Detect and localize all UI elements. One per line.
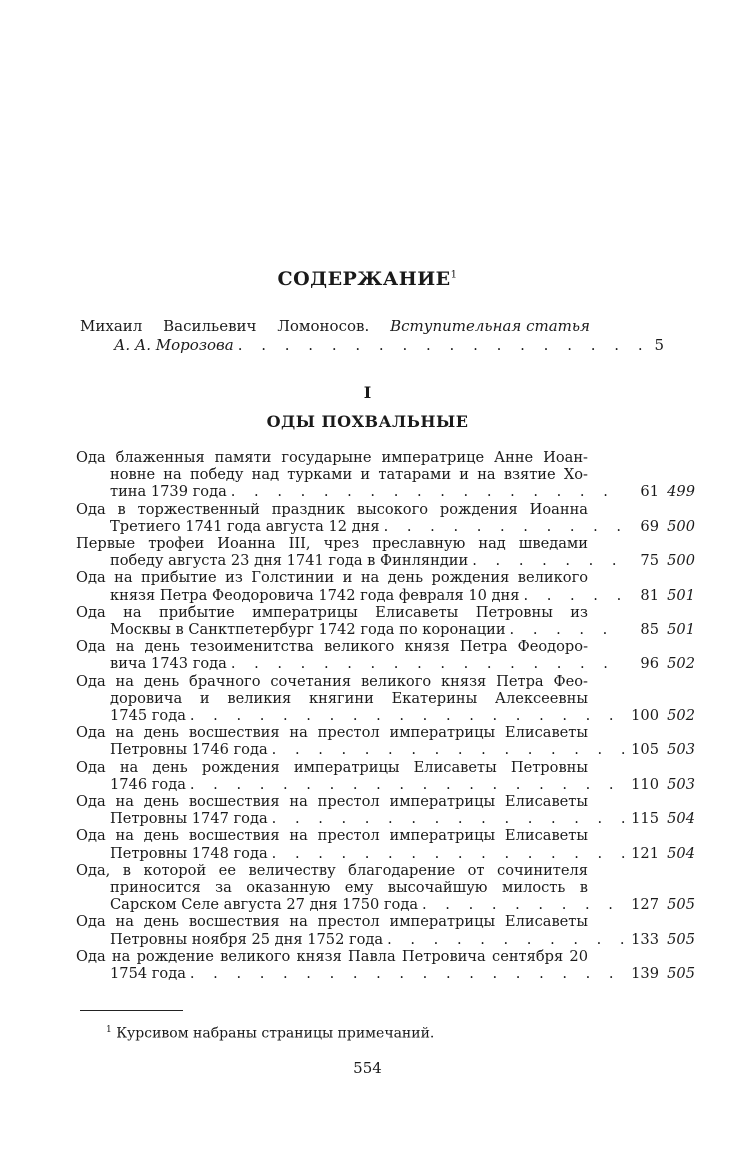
toc-entry-line: Ода на день рождения императрицы Елисаветы Петровны bbox=[76, 758, 588, 776]
toc-page: 85 bbox=[640, 621, 659, 639]
intro-page: 5 bbox=[654, 336, 664, 354]
leader-dots bbox=[186, 776, 625, 793]
toc-entry-last-line bbox=[110, 518, 695, 535]
toc-note-page: 504 bbox=[667, 810, 695, 828]
toc-page: 100 bbox=[631, 707, 659, 725]
toc-page: 121 bbox=[631, 844, 659, 862]
toc-entry bbox=[72, 827, 695, 862]
toc-page: 96 bbox=[640, 655, 659, 673]
intro-word: Михаил bbox=[80, 317, 143, 335]
toc-entry-last-line bbox=[110, 552, 695, 569]
footnote bbox=[106, 1025, 434, 1042]
intro-word: Васильевич bbox=[163, 317, 257, 335]
toc-entry-last-line bbox=[110, 707, 695, 724]
toc-note-page: 501 bbox=[667, 586, 695, 604]
toc-entry-last-line bbox=[110, 965, 695, 982]
toc-page: 61 bbox=[640, 483, 659, 501]
toc-entry-text: вича 1743 года bbox=[110, 655, 227, 673]
leader-dots bbox=[268, 741, 625, 758]
toc-entry-text: Сарском Селе августа 27 дня 1750 года bbox=[110, 896, 419, 914]
leader-dots bbox=[186, 965, 625, 982]
toc-entry-text: Петровны 1746 года bbox=[110, 741, 268, 759]
section-title: ОДЫ ПОХВАЛЬНЫЕ bbox=[266, 412, 469, 431]
toc-entry bbox=[72, 569, 695, 604]
toc-page: 81 bbox=[640, 586, 659, 604]
toc-note-page: 505 bbox=[667, 965, 695, 983]
toc-entry-text: тина 1739 года bbox=[110, 483, 227, 501]
toc-entry bbox=[72, 672, 695, 725]
toc-entry-text: 1754 года bbox=[110, 965, 186, 983]
toc-entry bbox=[72, 758, 695, 793]
toc-entry-line: Ода на рождение великого князя Павла Петровича сентября 20 bbox=[76, 947, 588, 965]
toc-entry bbox=[72, 947, 695, 983]
toc-entry bbox=[72, 724, 695, 759]
title-footnote-mark: 1 bbox=[450, 269, 458, 281]
toc-entry-line: Ода на прибытие императрицы Елисаветы Петровны из bbox=[76, 603, 588, 621]
toc-entry-line: Ода, в которой ее величеству благодарение от сочинителя bbox=[76, 861, 588, 879]
toc-entry-last-line bbox=[110, 655, 695, 672]
toc-note-page: 502 bbox=[667, 707, 695, 725]
toc-note-page: 504 bbox=[667, 844, 695, 862]
toc-entry-line: Ода на день восшествия на престол императрицы Елисаветы bbox=[76, 827, 588, 845]
toc-entry-last-line bbox=[110, 810, 695, 827]
toc-note-page: 502 bbox=[667, 655, 695, 673]
toc-entry-text: Третиего 1741 года августа 12 дня bbox=[110, 517, 380, 535]
page-title bbox=[0, 268, 735, 290]
toc-page: 115 bbox=[631, 810, 659, 828]
toc-entry-last-line bbox=[110, 845, 695, 862]
leader-dots bbox=[227, 655, 625, 672]
leader-dots bbox=[268, 810, 625, 827]
intro-author: А. А. Морозова bbox=[114, 336, 234, 354]
toc-entry-line: Ода блаженныя памяти государыне императрице Анне Иоан- bbox=[76, 449, 588, 466]
leader-dots bbox=[380, 518, 625, 535]
toc-entry-text: Москвы в Санктпетербург 1742 года по коронации bbox=[110, 621, 506, 639]
toc-page: 127 bbox=[631, 896, 659, 914]
toc-note-page: 505 bbox=[667, 896, 695, 914]
toc-entry-line: Ода на день восшествия на престол императрицы Елисаветы bbox=[76, 913, 588, 931]
leader-dots bbox=[186, 707, 625, 724]
intro-line-2 bbox=[114, 336, 664, 355]
intro-italic: Вступительная статья bbox=[390, 317, 590, 335]
toc-entry-line: Ода на день восшествия на престол императрицы Елисаветы bbox=[76, 793, 588, 811]
leader-dots bbox=[383, 931, 625, 948]
toc-entry-line: приносится за оказанную ему высочайшую милость в bbox=[110, 879, 588, 897]
toc-entry-last-line bbox=[110, 931, 695, 948]
toc-entry-line: Ода на прибытие из Голстинии и на день рождения великого bbox=[76, 569, 588, 587]
toc-entry-line: Ода на день тезоименитства великого князя Петра Феодоро- bbox=[76, 638, 588, 656]
toc-entry-text: победу августа 23 дня 1741 года в Финляндии bbox=[110, 552, 469, 570]
toc-page: 69 bbox=[640, 517, 659, 535]
leader-dots bbox=[418, 896, 625, 913]
leader-dots bbox=[468, 552, 625, 569]
toc-entry-last-line bbox=[110, 776, 695, 793]
footnote-rule bbox=[80, 1010, 183, 1011]
toc-entry-line: новне на победу над турками и татарами и на взятие Хо- bbox=[110, 466, 588, 484]
intro-word: Ломоносов. bbox=[277, 317, 370, 335]
toc-entry bbox=[72, 535, 695, 570]
toc-note-page: 500 bbox=[667, 517, 695, 535]
toc-page: 75 bbox=[640, 552, 659, 570]
leader-dots bbox=[519, 587, 625, 604]
section-number: I bbox=[363, 383, 372, 402]
toc-entry-last-line bbox=[110, 621, 695, 638]
toc-entry bbox=[72, 500, 695, 535]
toc-entry bbox=[72, 603, 695, 639]
toc-page: 110 bbox=[631, 775, 659, 793]
intro-entry bbox=[80, 317, 664, 355]
footnote-text: Курсивом набраны страницы примечаний. bbox=[116, 1025, 435, 1042]
toc-entry-line: Ода на день восшествия на престол императрицы Елисаветы bbox=[76, 724, 588, 742]
toc-page: 139 bbox=[631, 965, 659, 983]
toc-entry bbox=[72, 913, 695, 948]
toc-entry-line: Ода на день брачного сочетания великого князя Петра Фео- bbox=[76, 672, 588, 690]
leader-dots bbox=[227, 483, 625, 500]
leader-dots bbox=[268, 845, 625, 862]
leader-dots bbox=[234, 336, 642, 355]
toc-page: 105 bbox=[631, 741, 659, 759]
toc-entry-last-line bbox=[110, 741, 695, 758]
toc-entry-text: Петровны 1748 года bbox=[110, 844, 268, 862]
toc-entry-text: 1745 года bbox=[110, 707, 186, 725]
toc-entry-text: Петровны ноября 25 дня 1752 года bbox=[110, 930, 384, 948]
toc-entry-last-line bbox=[110, 587, 695, 604]
toc-note-page: 503 bbox=[667, 741, 695, 759]
toc-entry-last-line bbox=[110, 896, 695, 913]
toc-entry bbox=[72, 449, 695, 501]
toc-entry bbox=[72, 638, 695, 673]
toc-list bbox=[72, 449, 695, 983]
toc-entry-text: 1746 года bbox=[110, 775, 186, 793]
toc-entry bbox=[72, 793, 695, 828]
intro-line-1 bbox=[80, 317, 590, 336]
toc-entry-line: доровича и великия княгини Екатерины Алексеевны bbox=[110, 689, 588, 707]
toc-entry-text: князя Петра Феодоровича 1742 года февраля 10 дня bbox=[110, 586, 520, 604]
toc-entry-line: Ода в торжественный праздник высокого рождения Иоанна bbox=[76, 500, 588, 518]
toc-entry bbox=[72, 861, 695, 914]
page-number: 554 bbox=[353, 1059, 382, 1077]
toc-page: 133 bbox=[631, 930, 659, 948]
toc-note-page: 505 bbox=[667, 930, 695, 948]
toc-entry-text: Петровны 1747 года bbox=[110, 810, 268, 828]
toc-entry-last-line bbox=[110, 483, 695, 500]
toc-note-page: 500 bbox=[667, 552, 695, 570]
footnote-mark: 1 bbox=[106, 1025, 112, 1035]
title-text: СОДЕРЖАНИЕ bbox=[277, 268, 451, 290]
toc-note-page: 503 bbox=[667, 775, 695, 793]
toc-entry-line: Первые трофеи Иоанна III, чрез преславную над шведами bbox=[76, 535, 588, 553]
toc-note-page: 501 bbox=[667, 621, 695, 639]
toc-note-page: 499 bbox=[667, 483, 695, 501]
leader-dots bbox=[506, 621, 625, 638]
